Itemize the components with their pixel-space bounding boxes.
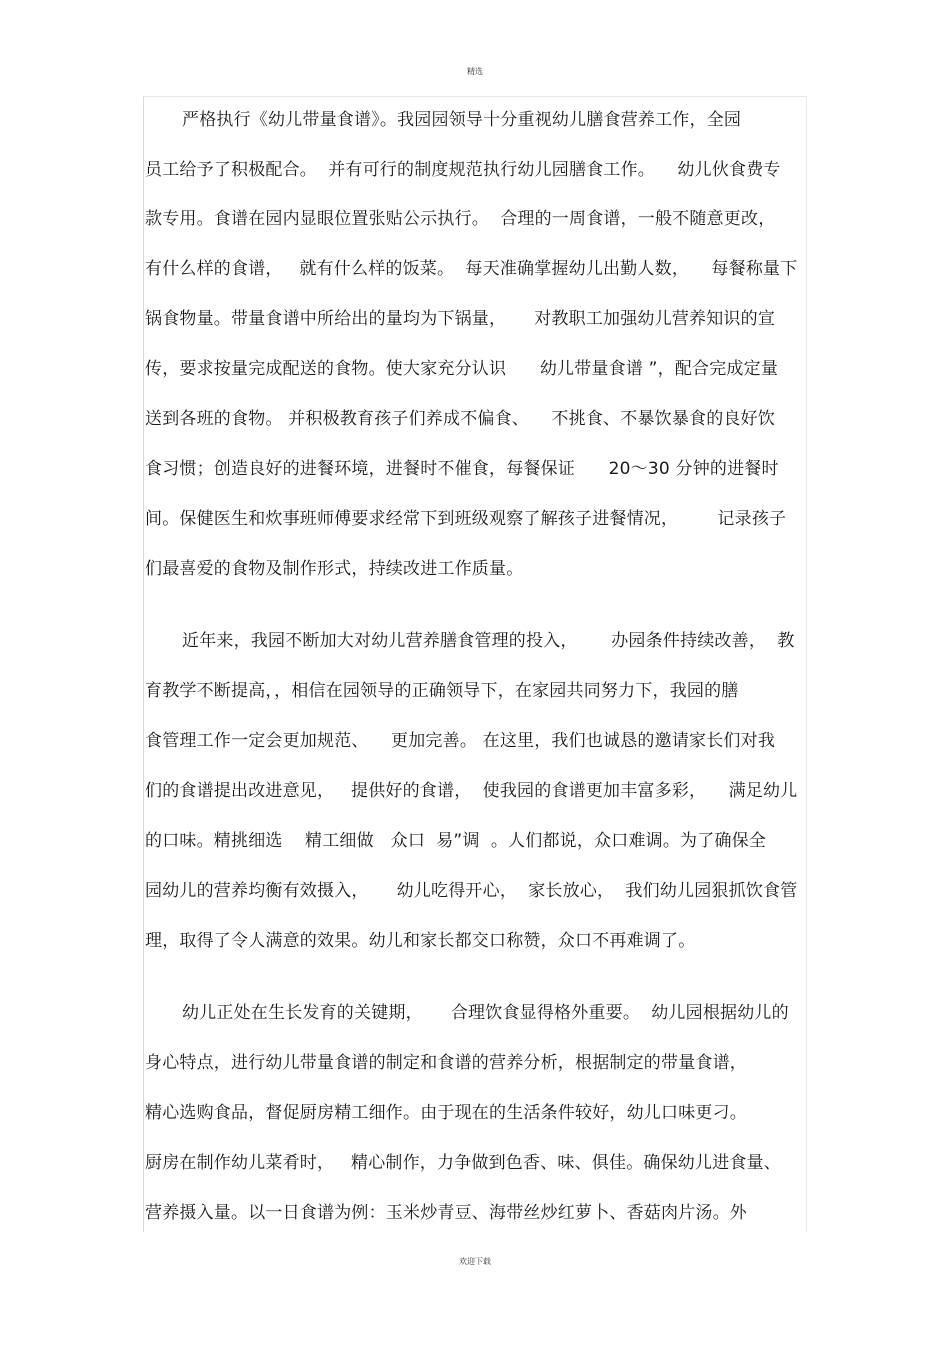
paragraph-1-line-6: 传，要求按量完成配送的食物。使大家充分认识 幼儿带量食谱 ”，配合完成定量 [145, 359, 779, 379]
paragraph-3-line-2: 身心特点，进行幼儿带量食谱的制定和食谱的营养分析，根据制定的带量食谱， [145, 1053, 747, 1073]
page-header: 精选 [467, 67, 483, 76]
paragraph-2-line-3: 食管理工作一定会更加规范、 更加完善。 在这里，我们也诚恳的邀请家长们对我 [145, 731, 776, 751]
paragraph-3-line-3: 精心选购食品，督促厨房精工细作。由于现在的生活条件较好，幼儿口味更刁。 [145, 1103, 747, 1123]
paragraph-3-line-5: 营养摄入量。以一日食谱为例：玉米炒青豆、海带丝炒红萝卜、香菇肉片汤。外 [145, 1203, 747, 1223]
paragraph-1-line-10: 们最喜爱的食物及制作形式，持续改进工作质量。 [145, 559, 524, 579]
paragraph-3-line-4: 厨房在制作幼儿菜肴时， 精心制作，力争做到色香、味、俱佳。确保幼儿进食量、 [145, 1153, 782, 1173]
paragraph-2-line-4: 们的食谱提出改进意见， 提供好的食谱， 使我园的食谱更加丰富多彩， 满足幼儿 [145, 781, 798, 801]
paragraph-2-line-2: 育教学不断提高，，相信在园领导的正确领导下，在家园共同努力下，我园的膳 [145, 681, 739, 701]
paragraph-3-line-1: 幼儿正处在生长发育的关键期， 合理饮食显得格外重要。 幼儿园根据幼儿的 [182, 1003, 789, 1023]
paragraph-1-line-9: 间。保健医生和炊事班师傅要求经常下到班级观察了解孩子进餐情况， 记录孩子 [145, 509, 787, 529]
paragraph-2-line-6: 园幼儿的营养均衡有效摄入， 幼儿吃得开心， 家长放心， 我们幼儿园狠抓饮食管 [145, 881, 798, 901]
paragraph-1-line-3: 款专用。食谱在园内显眼位置张贴公示执行。 合理的一周食谱，一般不随意更改， [145, 209, 776, 229]
paragraph-2-line-1: 近年来，我园不断加大对幼儿营养膳食管理的投入， 办园条件持续改善， 教 [182, 631, 795, 651]
paragraph-2-line-5: 的口味。精挑细选 精工细做 众口 易”调 。人们都说，众口难调。为了确保全 [145, 831, 767, 851]
paragraph-2-line-7: 理，取得了令人满意的效果。幼儿和家长都交口称赞，众口不再难调了。 [145, 931, 696, 951]
page-footer: 欢迎下载 [459, 1257, 491, 1266]
paragraph-1-line-7: 送到各班的食物。 并积极教育孩子们养成不偏食、 不挑食、不暴饮暴食的良好饮 [145, 409, 776, 429]
paragraph-1-line-4: 有什么样的食谱， 就有什么样的饭菜。 每天准确掌握幼儿出勤人数， 每餐称量下 [145, 259, 798, 279]
paragraph-1-line-2: 员工给予了积极配合。 并有可行的制度规范执行幼儿园膳食工作。 幼儿伙食费专 [145, 160, 781, 180]
paragraph-1-line-5: 锅食物量。带量食谱中所给出的量均为下锅量， 对教职工加强幼儿营养知识的宣 [145, 309, 776, 329]
paragraph-1-line-1: 严格执行《幼儿带量食谱》。我园园领导十分重视幼儿膳食营养工作，全园 [182, 110, 742, 130]
paragraph-1-line-8: 食习惯；创造良好的进餐环境，进餐时不催食，每餐保证 20～30 分钟的进餐时 [145, 459, 779, 479]
